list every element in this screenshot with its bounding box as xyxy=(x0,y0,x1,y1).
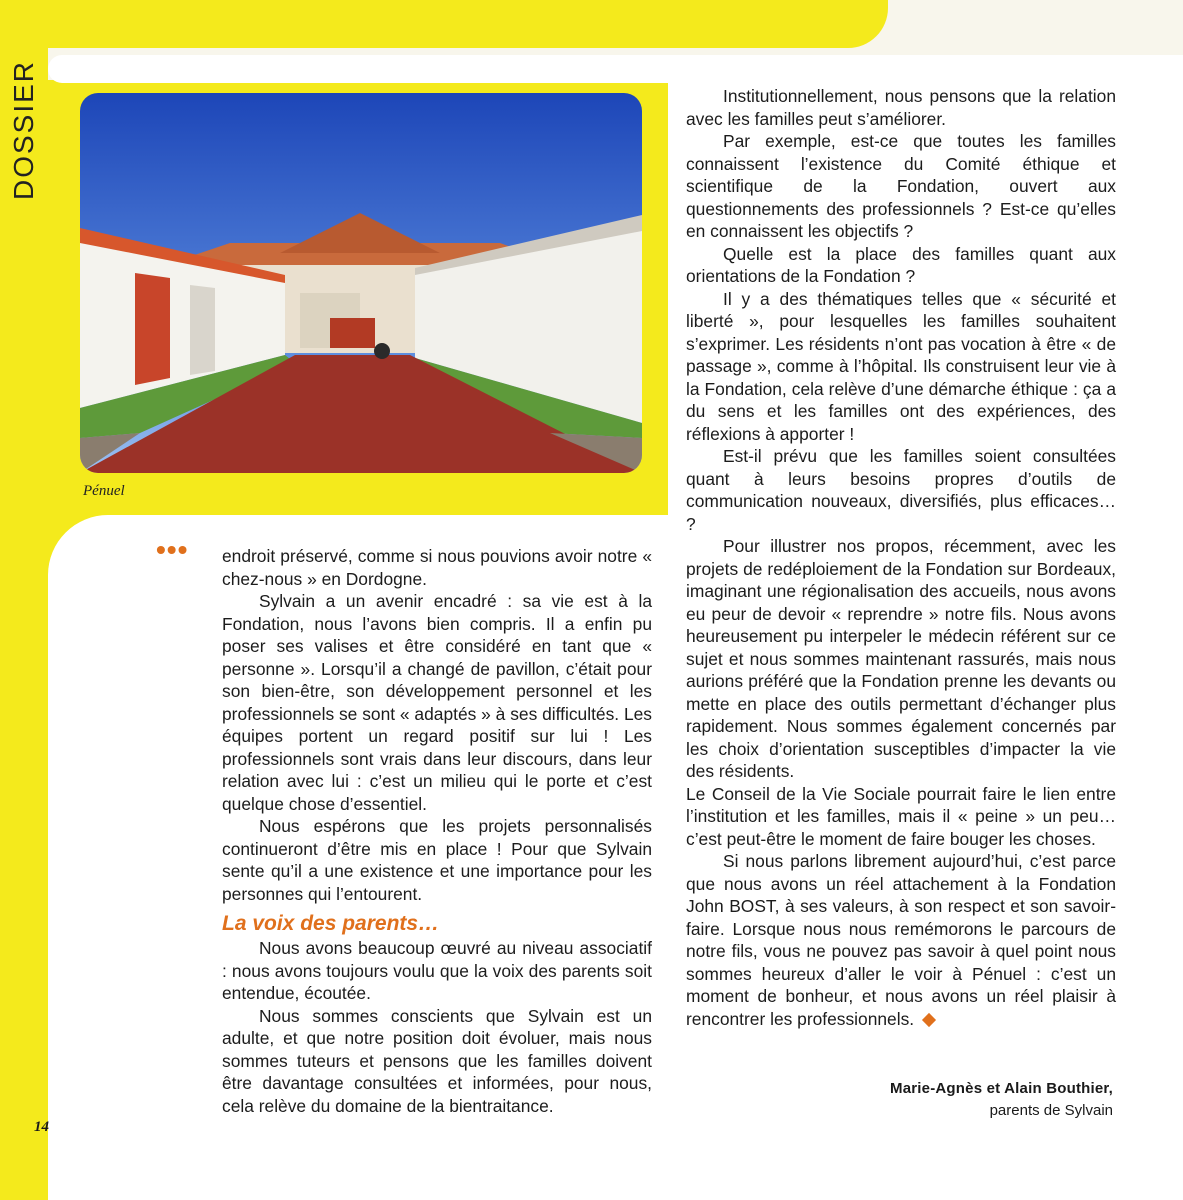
paragraph: Nous avons beaucoup œuvré au niveau associatif : nous avons toujours voulu que la voix des parents soit entendue, écoutée. xyxy=(222,938,652,1003)
continuation-dots-icon: ••• xyxy=(156,534,189,565)
paragraph-last-text: Si nous parlons librement aujourd’hui, c’est parce que nous avons un réel attachement à la Fondation John BOST, à ses valeurs, à son respect et son savoir-faire. Lorsque nous nous remémorons le parcours de notre fils, vous ne pouvez pas savoir à quel point nous sommes heureux d’aller le voir à Pénuel : c’est un moment de bonheur, et nous avons un réel plaisir à rencontrer les professionnels. xyxy=(686,851,1116,1029)
signature xyxy=(890,1078,1113,1122)
signature-names: Marie-Agnès et Alain Bouthier, xyxy=(890,1080,1113,1097)
paragraph-last xyxy=(686,850,1116,1030)
signature-role: parents de Sylvain xyxy=(989,1102,1113,1119)
paragraph: Par exemple, est-ce que toutes les familles connaissent l’existence du Comité éthique et scientifique de la Fondation, ouvert aux questionnements des professionnels ? Est-ce qu’elles en connaissent les objectifs ? xyxy=(686,131,1116,241)
paragraph: endroit préservé, comme si nous pouvions avoir notre « chez-nous » en Dordogne. xyxy=(222,546,652,589)
building-photo xyxy=(80,93,642,473)
paragraph: Nous espérons que les projets personnalisés continueront d’être mis en place ! Pour que Sylvain sente qu’il a une existence et une importance pour les personnes qui l’entourent. xyxy=(222,816,652,904)
page-number: 14 xyxy=(34,1119,49,1135)
paragraph: Le Conseil de la Vie Sociale pourrait faire le lien entre l’institution et les familles, mais il « peine » un peu… c’est peut-être le moment de faire bouger les choses. xyxy=(686,783,1116,849)
yellow-top-band xyxy=(0,0,888,48)
white-header-strip xyxy=(48,55,1183,83)
paragraph: Nous sommes conscients que Sylvain est un adulte, et que notre position doit évoluer, mais nous sommes tuteurs et pensons que les familles doivent être davantage consultées et informées, pour nous, cela relève du domaine de la bientraitance. xyxy=(222,1005,652,1116)
right-column-text xyxy=(686,85,1116,1030)
section-heading: La voix des parents… xyxy=(222,912,440,935)
paragraph: Sylvain a un avenir encadré : sa vie est à la Fondation, nous l’avons bien compris. Il a enfin pu poser ses valises et être considéré en tant que « personne ». Lorsqu’il a changé de pavillon, c’était pour son bien-être, son développement personnel et les professionnels se sont « adaptés » à ses difficultés. Les équipes portent un regard positif sur lui ! Les professionnels sont vrais dans leur discours, dans leur relation avec lui : c’est un milieu qui le porte et c’est quelque chose d’essentiel. xyxy=(222,591,652,814)
left-column-text xyxy=(222,545,652,1117)
paragraph: Il y a des thématiques telles que « sécurité et liberté », pour lesquelles les familles souhaitent s’exprimer. Les résidents n’ont pas vocation à être « de passage », comme à l’hôpital. Ils construisent leur vie à la Fondation, cela relève d’une démarche éthique : ça a du sens et les familles ont des expériences, des réflexions à apporter ! xyxy=(686,288,1116,444)
section-label-text: DOSSIER xyxy=(8,59,39,201)
section-label xyxy=(4,60,44,200)
building-photo-image xyxy=(80,93,642,473)
photo-caption: Pénuel xyxy=(83,483,125,499)
paragraph: Quelle est la place des familles quant aux orientations de la Fondation ? xyxy=(686,243,1116,286)
paragraph: Est-il prévu que les familles soient consultées quant à leurs besoins propres d’outils de communication nouveaux, diversifiés, plus efficaces… ? xyxy=(686,446,1116,534)
end-mark-diamond-icon xyxy=(922,1013,936,1027)
paragraph: Pour illustrer nos propos, récemment, avec les projets de redéploiement de la Fondation sur Bordeaux, imaginant une régionalisation des accueils, nous avons eu peur de devoir « reprendre » notre fils. Nous avons heureusement pu interpeler le médecin référent sur ce sujet et nous sommes maintenant rassurés, mais nous aurions préféré que la Fondation prenne les devants ou mette en place des outils permettant d’échanger plus rapidement. Nous sommes également concernés par les choix d’orientation susceptibles d’impacter la vie des résidents. xyxy=(686,536,1116,781)
paragraph: Institutionnellement, nous pensons que la relation avec les familles peut s’améliorer. xyxy=(686,86,1116,129)
